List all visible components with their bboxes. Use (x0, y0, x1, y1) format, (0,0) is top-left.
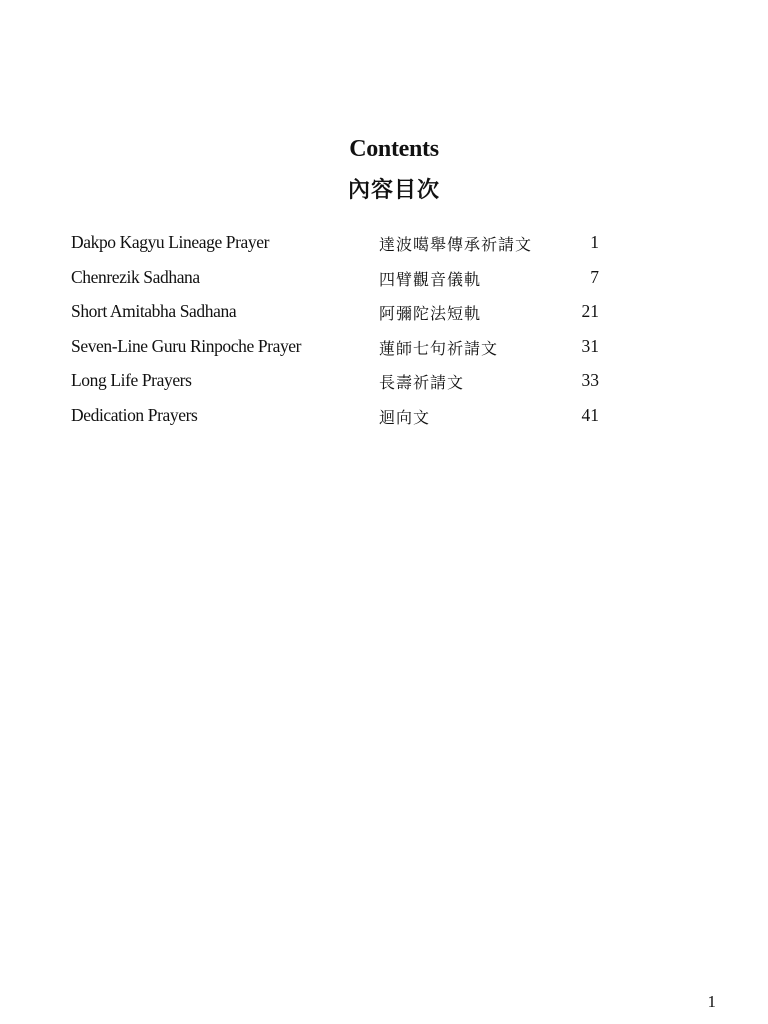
toc-entry-title: Seven-Line Guru Rinpoche Prayer (71, 335, 302, 356)
toc-entry[interactable] (71, 232, 611, 267)
toc-entry-chinese-title: 迴向文 (379, 407, 431, 427)
toc-entry-page: 41 (581, 404, 599, 425)
toc-entry-chinese-title: 達波噶舉傳承祈請文 (379, 235, 533, 254)
toc-entry-page: 21 (581, 301, 599, 322)
toc-entry-page: 33 (581, 370, 599, 391)
toc-entry-title: Chenrezik Sadhana (71, 266, 200, 287)
toc-entry[interactable] (71, 370, 611, 405)
toc-entry-page: 7 (590, 266, 599, 287)
toc-entry[interactable] (71, 267, 611, 302)
page-number: 1 (707, 992, 716, 1011)
toc-entry-page: 31 (581, 335, 599, 356)
toc-entry-title: Dedication Prayers (71, 404, 198, 425)
contents-heading-chinese: 內容目次 (347, 177, 440, 203)
toc-entry-title: Dakpo Kagyu Lineage Prayer (71, 232, 270, 252)
toc-entry-chinese-title: 四臂觀音儀軌 (379, 269, 482, 289)
toc-entry-title: Short Amitabha Sadhana (71, 301, 237, 322)
toc-entry-chinese-title: 阿彌陀法短軌 (379, 304, 482, 324)
toc-entry-title: Long Life Prayers (71, 370, 192, 391)
toc-entry-page: 1 (590, 232, 599, 252)
table-of-contents (71, 232, 611, 440)
contents-heading: Contents (349, 136, 439, 162)
toc-entry[interactable] (71, 301, 611, 336)
toc-entry[interactable] (71, 405, 611, 440)
toc-entry-chinese-title: 長壽祈請文 (379, 373, 465, 393)
toc-entry[interactable] (71, 336, 611, 371)
toc-entry-chinese-title: 蓮師七句祈請文 (379, 338, 499, 358)
